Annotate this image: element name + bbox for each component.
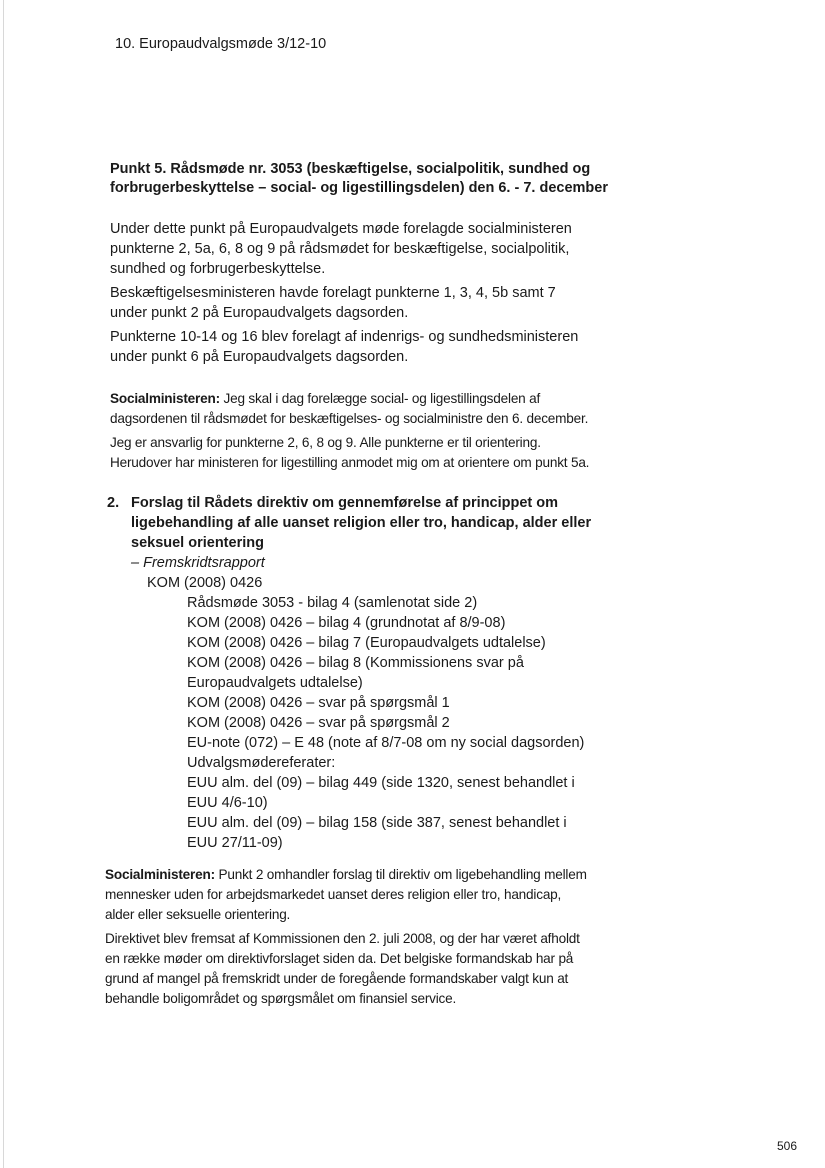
- reference-item: KOM (2008) 0426 – svar på spørgsmål 2: [187, 715, 450, 731]
- speech-paragraph: [110, 389, 590, 429]
- page-header: 10. Europaudvalgsmøde 3/12-10: [115, 36, 327, 52]
- reference-item: KOM (2008) 0426 – bilag 8 (Kommissionens svar på Europaudvalgets udtalelse): [187, 655, 524, 691]
- speech-block-1: [110, 389, 590, 477]
- speaker-label: Socialministeren:: [105, 867, 215, 882]
- item-subtitle: – Fremskridtsrapport: [131, 555, 265, 571]
- agenda-item: [107, 493, 597, 853]
- intro-paragraph: Beskæftigelsesministeren havde forelagt punkterne 1, 3, 4, 5b samt 7 under punkt 2 på Europaudvalgets dagsorden.: [110, 285, 556, 321]
- intro-paragraph: Under dette punkt på Europaudvalgets møde forelagde socialministeren punkterne 2, 5a, 6, 8 og 9 på rådsmødet for beskæftigelse, socialpolitik, sundhed og forbrugerbeskyttelse.: [110, 221, 572, 277]
- intro-paragraph: Punkterne 10-14 og 16 blev forelagt af indenrigs- og sundhedsministeren under punkt 6 på Europaudvalgets dagsorden.: [110, 329, 579, 365]
- speech-text: Jeg skal i dag forelægge social- og ligestillingsdelen af dagsordenen til rådsmødet for beskæftigelses- og socialministre den 6. december.: [110, 391, 589, 426]
- speech-paragraph: [105, 865, 590, 925]
- speech-paragraph: Jeg er ansvarlig for punkterne 2, 6, 8 og 9. Alle punkterne er til orientering. Herudover har ministeren for ligestilling anmodet mig om at orientere om punkt 5a.: [110, 435, 590, 470]
- reference-item: KOM (2008) 0426 – bilag 7 (Europaudvalgets udtalelse): [187, 635, 546, 651]
- intro-block: [110, 219, 590, 371]
- page-number: 506: [776, 1139, 797, 1153]
- speech-paragraph: Direktivet blev fremsat af Kommissionen den 2. juli 2008, og der har været afholdt en række møder om direktivforslaget siden da. Det belgiske formandskab har på grund af mangel på fremskridt under de foregående formandskaber valgt kun at behandle boligområdet og spørgsmålet om finansiel service.: [105, 931, 580, 1006]
- reference-list: [187, 593, 597, 853]
- reference-item: KOM (2008) 0426 – svar på spørgsmål 1: [187, 695, 450, 711]
- speech-text: Punkt 2 omhandler forslag til direktiv om ligebehandling mellem mennesker uden for arbejdsmarkedet uanset deres religion eller tro, handicap, alder eller seksuelle orientering.: [105, 867, 587, 922]
- item-number: 2.: [107, 495, 120, 511]
- item-title: Forslag til Rådets direktiv om gennemførelse af princippet om ligebehandling af alle uanset religion eller tro, handicap, alder eller seksuel orientering: [131, 495, 592, 551]
- reference-item: Udvalgsmødereferater:: [187, 755, 336, 771]
- reference-item: EUU alm. del (09) – bilag 158 (side 387, senest behandlet i EUU 27/11-09): [187, 815, 567, 851]
- speaker-label: Socialministeren:: [110, 391, 220, 406]
- reference-item: KOM (2008) 0426 – bilag 4 (grundnotat af 8/9-08): [187, 615, 506, 631]
- reference-item: EUU alm. del (09) – bilag 449 (side 1320, senest behandlet i EUU 4/6-10): [187, 775, 575, 811]
- reference-item: EU-note (072) – E 48 (note af 8/7-08 om ny social dagsorden): [187, 735, 585, 751]
- speech-block-2: [105, 865, 590, 1013]
- reference-item: Rådsmøde 3053 - bilag 4 (samlenotat side 2): [187, 595, 478, 611]
- kom-reference: KOM (2008) 0426: [147, 575, 263, 591]
- section-heading: Punkt 5. Rådsmøde nr. 3053 (beskæftigelse, socialpolitik, sundhed og forbrugerbeskyttelse – social- og ligestillingsdelen) den 6. - 7. december: [110, 161, 608, 196]
- scan-edge-line: [3, 0, 4, 1168]
